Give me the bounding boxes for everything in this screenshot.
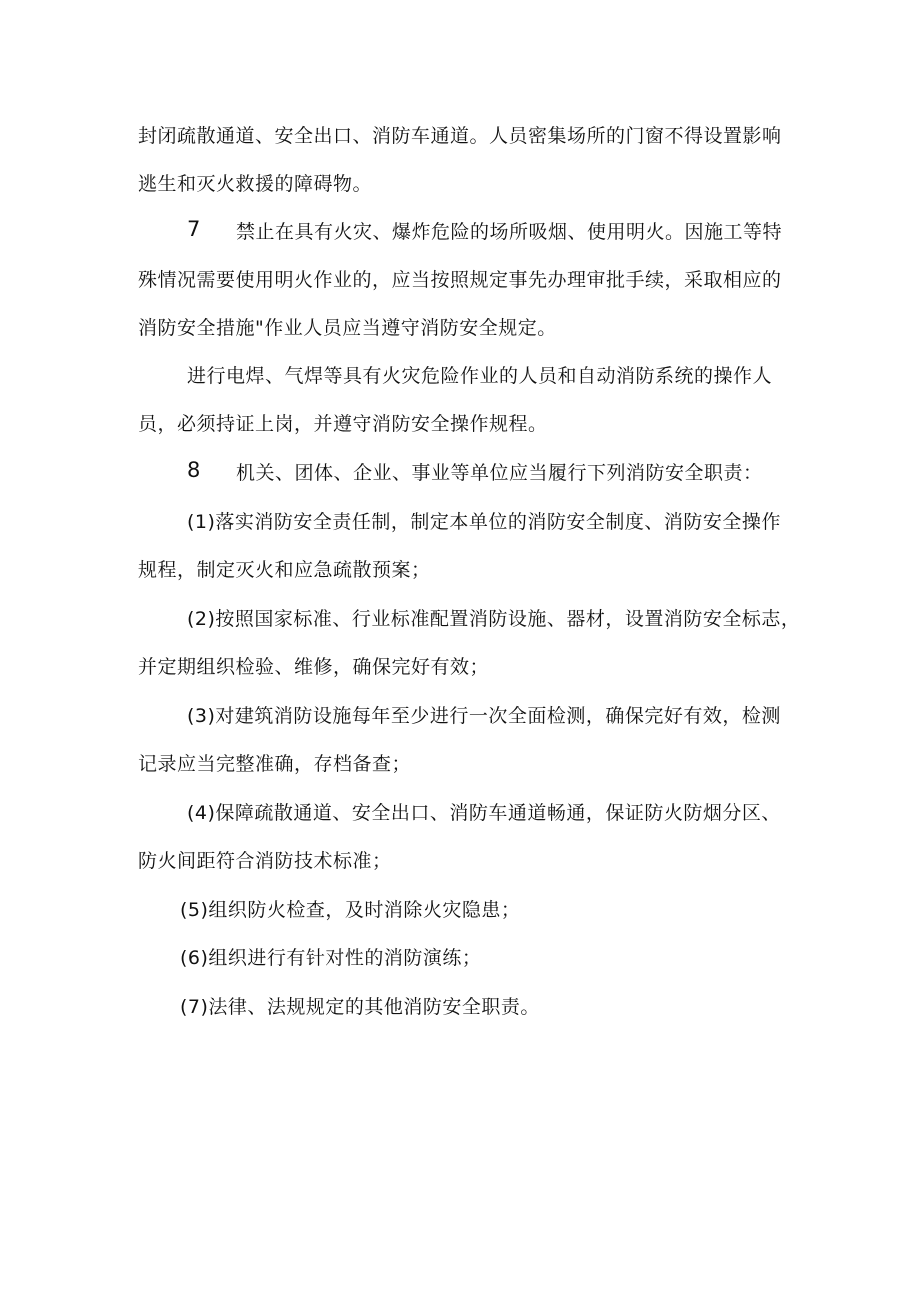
text-line-5: 消防安全措施"作业人员应当遵守消防安全规定。: [138, 317, 557, 339]
duty-6: (6)组织进行有针对性的消防演练；: [180, 947, 482, 969]
item-number-7: 7: [187, 217, 201, 241]
text-line-4: 殊情况需要使用明火作业的，应当按照规定事先办理审批手续，采取相应的: [138, 269, 782, 291]
duty-1-line-1: (1)落实消防安全责任制，制定本单位的消防安全制度、消防安全操作: [187, 511, 781, 533]
text-line-7: 员，必须持证上岗，并遵守消防安全操作规程。: [138, 413, 548, 435]
duty-4-line-2: 防火间距符合消防技术标准；: [138, 850, 392, 872]
duty-2-line-2: 并定期组织检验、维修，确保完好有效；: [138, 656, 490, 678]
duty-2-line-1: (2)按照国家标准、行业标准配置消防设施、器材，设置消防安全标志，: [187, 608, 801, 630]
duty-7: (7)法律、法规规定的其他消防安全职责。: [180, 996, 540, 1018]
item-number-8: 8: [187, 458, 201, 482]
text-line-3: 禁止在具有火灾、爆炸危险的场所吸烟、使用明火。因施工等特: [236, 221, 783, 243]
text-line-1: 封闭疏散通道、安全出口、消防车通道。人员密集场所的门窗不得设置影响: [138, 125, 782, 147]
text-line-2: 逃生和灭火救援的障碍物。: [138, 173, 373, 195]
text-line-6: 进行电焊、气焊等具有火灾危险作业的人员和自动消防系统的操作人: [187, 365, 773, 387]
duty-1-line-2: 规程，制定灭火和应急疏散预案；: [138, 559, 431, 581]
duty-3-line-1: (3)对建筑消防设施每年至少进行一次全面检测，确保完好有效，检测: [187, 705, 781, 727]
text-line-8: 机关、团体、企业、事业等单位应当履行下列消防安全职责：: [236, 462, 763, 484]
duty-5: (5)组织防火检查，及时消除火灾隐患；: [180, 899, 521, 921]
duty-4-line-1: (4)保障疏散通道、安全出口、消防车通道畅通，保证防火防烟分区、: [187, 802, 781, 824]
duty-3-line-2: 记录应当完整准确，存档备查；: [138, 753, 412, 775]
